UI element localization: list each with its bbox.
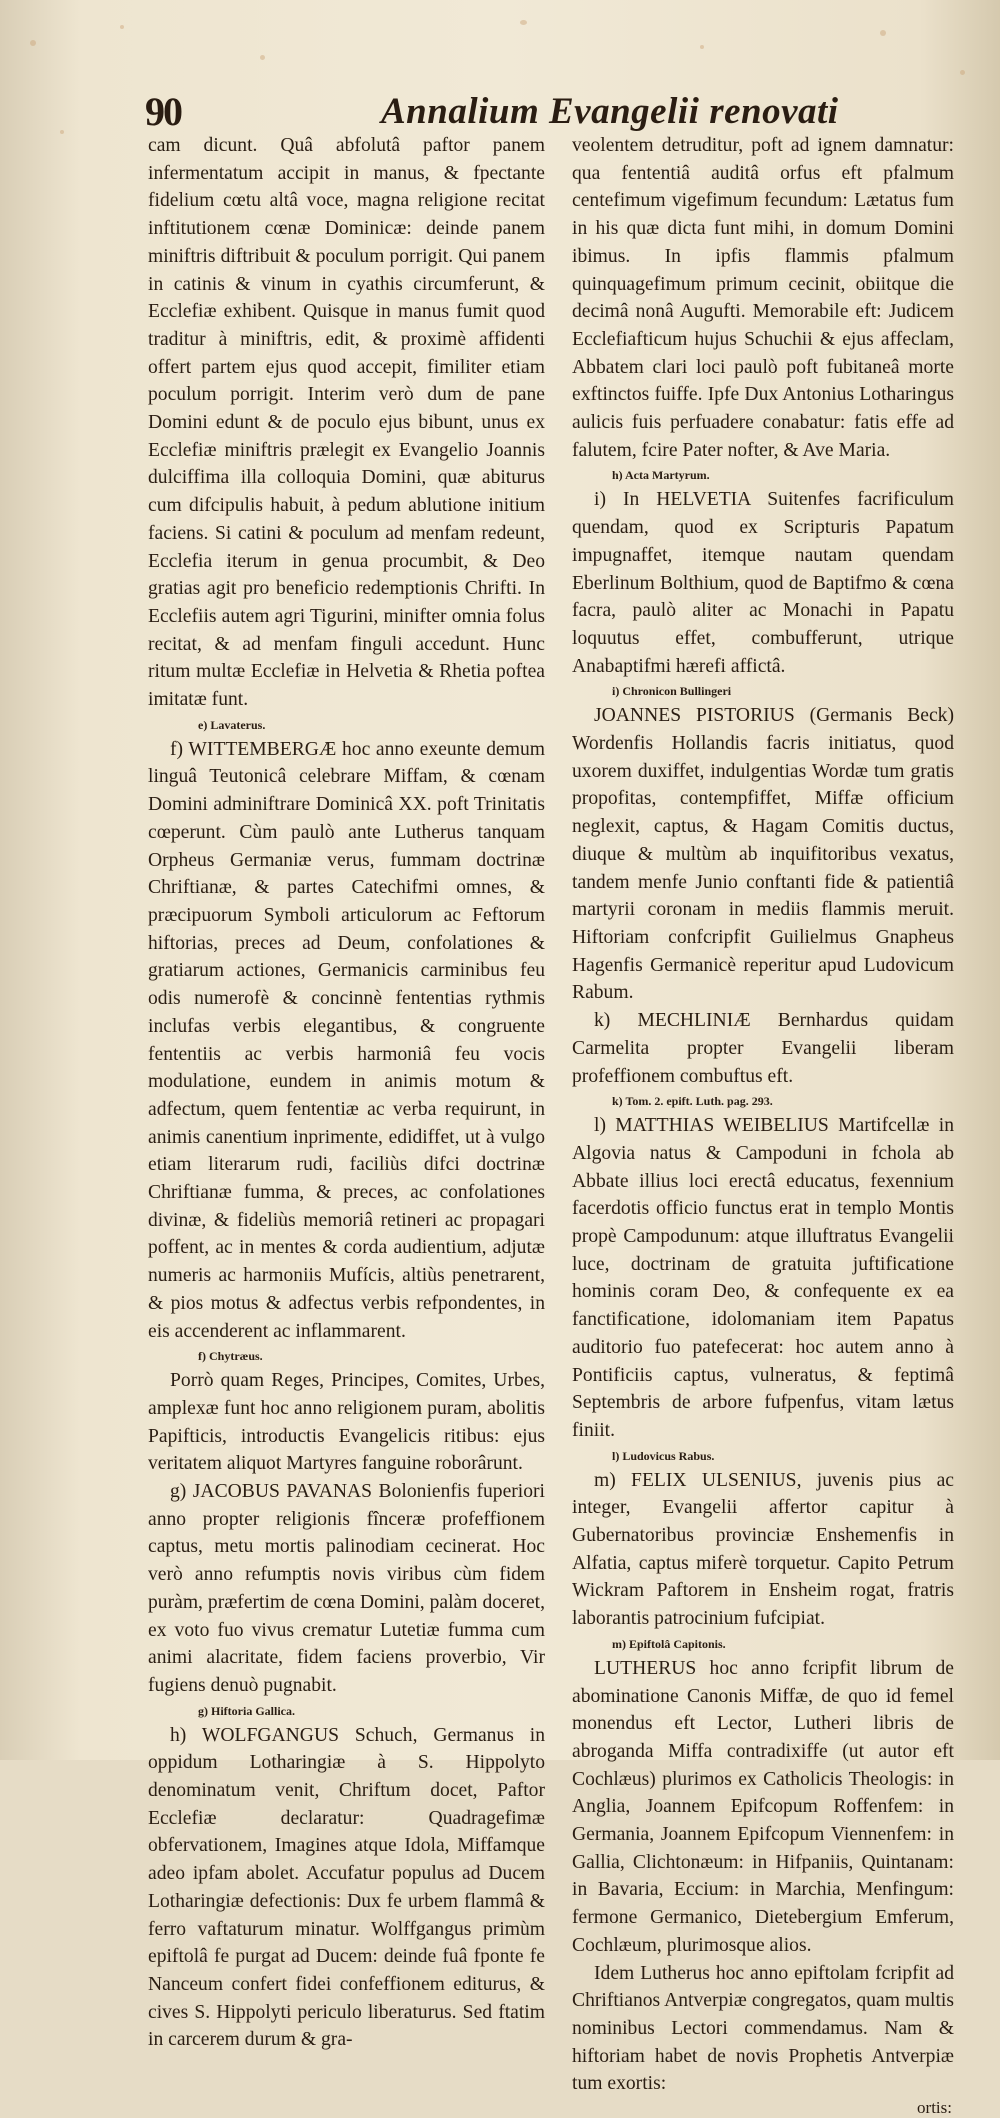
foxing-spot	[520, 20, 527, 25]
footnote: h) Acta Martyrum.	[612, 468, 710, 483]
paragraph: h) WOLFGANGUS Schuch, Germanus in oppidum Lotharingiæ à S. Hippolyto denominatum venit, Chriftum docet, Paftor Ecclefiæ declaratur: Quadragefimæ obfervationem, Imagines atque Idola, Miffamque adeo ipfam abolet. Accufatur populus ad Ducem Lotharingiæ defectionis: Dux fe urbem flammâ & ferro vaftaturum minatur. Wolffgangus primùm epiftolâ fe purgat ad Ducem: deinde fuâ fponte fe Nanceum confert fidei confeffionem editurus, & cives S. Hippolyti periculo liberaturus. Sed ftatim in carcerem durum & gra-	[148, 1724, 545, 2051]
footnote: l) Ludovicus Rabus.	[612, 1448, 715, 1463]
right-column	[572, 132, 954, 2118]
page-header	[145, 88, 975, 134]
foxing-spot	[260, 55, 265, 60]
foxing-spot	[60, 130, 64, 134]
paragraph: f) WITTEMBERGÆ hoc anno exeunte demum linguâ Teutonicâ celebrare Miffam, & cœnam Domini adminiftrare Dominicâ XX. poft Trinitatis cœperunt. Cùm paulò ante Lutherus tanquam Orpheus Germaniæ verus, fummam doctrinæ Chriftianæ, & partes Catechifmi omnes, & præcipuorum Symboli articulorum ac Feftorum hiftorias, preces ad Deum, confolationes & gratiarum actiones, Germanicis carminibus feu odis numerofè & concinnè fententias rythmis inclufas verbis elegantibus, & congruente fententiis ac verbis harmoniâ feu vocis modulatione, eundem in animis motum & adfectum, quem fententiæ ac verba requirunt, in animis canentium inprimente, edidiffet, ut à vulgo etiam literarum rudi, faciliùs difci doctrinæ Chriftianæ fumma, & preces, ac confolationes divinæ, & fideliùs memoriâ retineri ac propagari poffent, ac in mentes & corda audientium, adjutæ numeris ac harmoniis Mufícis, altiùs penetrarent, & pios motus & adfectus verbis refpondentes, in eis accenderent ac inflammarent.	[148, 738, 545, 1342]
page-number: 90	[145, 89, 181, 134]
footnote: f) Chytræus.	[198, 1349, 263, 1364]
running-title: Annalium Evangelii renovati	[381, 91, 839, 132]
paragraph: JOANNES PISTORIUS (Germanis Beck) Wordenfis Hollandis facris initiatus, quod uxorem duxiffet, indulgentias Wordæ tum gratis propofitas, contempfiffet, Miffæ officium neglexit, captus, & Hagam Comitis ductus, diuque & multùm ab inquifitoribus vexatus, tandem menfe Junio conftanti fide & patientiâ martyrii coronam in mediis flammis meruit. Hiftoriam confcripfit Guilielmus Gnapheus Hagenfis Germanicè reperitur apud Ludovicum Rabum.	[572, 705, 954, 1004]
foxing-spot	[120, 25, 124, 29]
footnote: e) Lavaterus.	[198, 717, 266, 732]
footnote: g) Hiftoria Gallica.	[198, 1703, 295, 1718]
paragraph: m) FELIX ULSENIUS, juvenis pius ac integer, Evangelii affertor capitur à Gubernatoribus provinciæ Enshemenfis in Alfatia, captus miferè torquetur. Capito Petrum Wickram Paftorem in Ensheim rogat, fratris laborantis patrocinium fufcipiat.	[572, 1469, 954, 1630]
paragraph: veolentem detruditur, poft ad ignem damnatur: qua fententiâ auditâ orfus eft pfalmum centefimum vigefimum fecundum: Lætatus fum in his quæ dicta funt mihi, in domum Domini ibimus. In ipfis flammis pfalmum quinquagefimum primum cecinit, obiitque die decimâ nonâ Augufti. Memorabile eft: Judicem Ecclefiafticum hujus Schuchii & ejus affeclam, Abbatem clari loci paulò poft fubitaneâ morte exftinctos fuiffe. Ipfe Dux Antonius Lotharingus aulicis fuis perfuadere conabatur: fatis effe ad falutem, fcire Pater nofter, & Ave Maria.	[572, 135, 954, 461]
paragraph: i) In HELVETIA Suitenfes facrificulum quendam, quod ex Scripturis Papatum impugnaffet, itemque nautam quendam Eberlinum Bolthium, quod de Baptifmo & cœna facra, paulò aliter ac Monachi in Papatu loquutus effet, combufferunt, utrique Anabaptifmi hærefi affictâ.	[572, 489, 954, 677]
left-column	[148, 132, 545, 2054]
paragraph: l) MATTHIAS WEIBELIUS Martifcellæ in Algovia natus & Campoduni in fchola ab Abbate illius loci erectâ educatus, fexennium facerdotis officio functus erat in templo Montis propè Campodunum: atque illuftratus Evangelii luce, doctrinam de gratuita juftificatione hominis coram Deo, & confequente ex ea fanctificatione, idolomaniam item Papatus auditorio fuo patefecerat: hoc autem anno à Pontificiis captus, vulneratus, & feptimâ Septembris de arbore fufpenfus, vitam lætus finiit.	[572, 1115, 954, 1441]
footnote: i) Chronicon Bullingeri	[612, 684, 732, 699]
catchword: ortis:	[917, 2098, 952, 2118]
footnote: m) Epiftolâ Capitonis.	[612, 1636, 726, 1651]
paragraph: Idem Lutherus hoc anno epiftolam fcripfit ad Chriftianos Antverpiæ congregatos, quam multis nominibus Lectori commendamus. Nam & hiftoriam habet de novis Prophetis Antverpiæ tum exortis:	[572, 1962, 954, 2095]
footnote: k) Tom. 2. epift. Luth. pag. 293.	[612, 1094, 773, 1109]
foxing-spot	[700, 45, 704, 49]
paragraph: Porrò quam Reges, Principes, Comites, Urbes, amplexæ funt hoc anno religionem puram, abolitis Papifticis, introductis Evangelicis ritibus: ejus veritatem aliquot Martyres fanguine roborârunt.	[148, 1370, 545, 1475]
paragraph: g) JACOBUS PAVANAS Bolonienfis fuperiori anno propter religionis fînceræ profeffionem captus, metu mortis palinodiam cecinerat. Hoc verò anno refumptis novis viribus cùm fidem puràm, præfertim de cœna Domini, palàm doceret, ex voto fuo vivus crematur Lutetiæ fumma cum animi alacritate, fidem faciens proverbio, Vir fugiens denuò pugnabit.	[148, 1481, 545, 1696]
paragraph: k) MECHLINIÆ Bernhardus quidam Carmelita propter Evangelii liberam profeffionem combuftus eft.	[572, 1010, 954, 1087]
paragraph: LUTHERUS hoc anno fcripfit librum de abominatione Canonis Miffæ, de quo id femel monendus eft Lector, Lutheri libris de abroganda Miffa contradixiffe (ut autor eft Cochlæus) plurimos ex Catholicis Theologis: in Anglia, Joannem Epifcopum Roffenfem: in Germania, Joannem Epifcopum Viennenfem: in Gallia, Clichtonæum: in Hifpaniis, Quintanam: in Bavaria, Eccium: in Marchia, Menfingum: fermone Germanico, Dietebergium Emferum, Cochlæum, plurimosque alios.	[572, 1657, 954, 1956]
foxing-spot	[960, 70, 965, 75]
foxing-spot	[880, 30, 886, 36]
foxing-spot	[30, 40, 36, 46]
paragraph: cam dicunt. Quâ abfolutâ paftor panem infermentatum accipit in manus, & fpectante fidelium cœtu altâ voce, magna religione recitat inftitutionem cœnæ Dominicæ: deinde panem miniftris diftribuit & poculum porrigit. Qui panem in catinis & vinum in cyathis circumferunt, & Ecclefiæ exhibent. Quisque in manus fumit quod traditur à miniftris, edit, & proximè affidenti offert partem ejus quod accepit, fimiliter etiam poculum porrigit. Interim verò dum de pane Domini edunt & de poculo ejus bibunt, unus ex Ecclefiæ miniftris prælegit ex Evangelio Joannis dulciffima illa colloquia Domini, quæ abiturus cum difcipulis habuit, à pedum ablutione initium faciens. Si catini & poculum ad menfam redeunt, Ecclefia iterum in genua procumbit, & Deo gratias agit pro beneficio redemptionis Chrifti. In Ecclefiis autem agri Tigurini, minifter omnia folus recitat, & ad menfam finguli accedunt. Hunc ritum multæ Ecclefiæ in Helvetia & Rhetia poftea imitatæ funt.	[148, 135, 545, 711]
